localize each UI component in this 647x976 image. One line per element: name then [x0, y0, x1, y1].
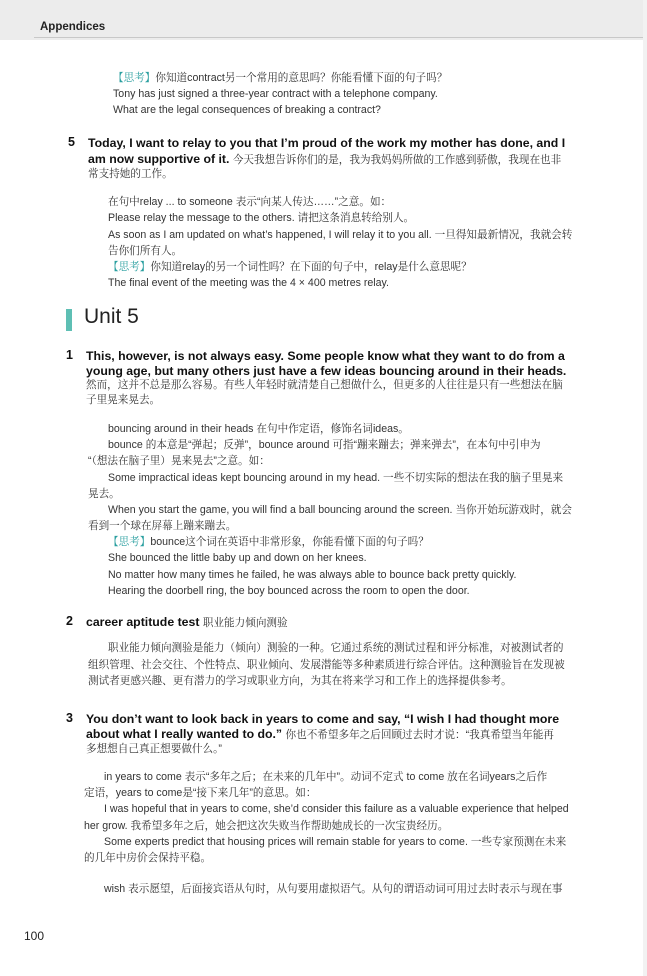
- note-line: bouncing around in their heads 在句中作定语，修饰名词ideas。: [108, 423, 409, 435]
- item-number: 5: [68, 135, 75, 149]
- paragraph-line: 测试者更感兴趣、更有潜力的学习或职业方向，为其在将来学习和工作上的选择提供参考。: [88, 675, 512, 687]
- note-line: 定语，years to come是“接下来几年”的意思。如：: [84, 787, 317, 799]
- page-edge: [643, 0, 647, 976]
- unit-marker: [66, 309, 72, 331]
- item-heading: You don’t want to look back in years to come and say, “I wish I had thought more: [86, 712, 560, 726]
- item-heading: young age, but many others just have a few ideas bouncing around in their heads.: [86, 364, 567, 378]
- running-head: Appendices: [40, 21, 106, 33]
- paragraph-line: 职业能力倾向测验是能力（倾向）测验的一种。它通过系统的测试过程和评分标准，对被测试者的: [108, 642, 564, 654]
- note-line: 晃去。: [88, 488, 120, 500]
- note-line: in years to come 表示“多年之后；在未来的几年中”。动词不定式 to come 放在名词years之后作: [104, 771, 548, 783]
- item-number: 3: [66, 711, 73, 725]
- paragraph-line: 组织管理、社会交往、个性特点、职业倾向、发展潜能等多种素质进行综合评估。这种测验旨在发现被: [88, 659, 565, 671]
- note-line: When you start the game, you will find a ball bouncing around the screen. 当你开始玩游戏时，就会: [108, 504, 572, 516]
- note-line: 的几年中房价会保持平稳。: [84, 852, 212, 864]
- note-line: “（想法在脑子里）晃来晃去”之意。如：: [88, 455, 270, 467]
- item-translation: 常支持她的工作。: [88, 168, 173, 180]
- unit-title: Unit 5: [84, 305, 139, 328]
- note-line: As soon as I am updated on what’s happened, I will relay it to you all. 一旦得知最新情况，我就会转: [108, 229, 573, 241]
- think-tag: 【思考】: [113, 72, 156, 84]
- header-bar: [0, 0, 647, 40]
- think-tag: 【思考】: [108, 261, 151, 273]
- example-sentence: She bounced the little baby up and down on her knees.: [108, 552, 367, 564]
- think-line: 【思考】你知道relay的另一个词性吗？在下面的句子中，relay是什么意思呢？: [108, 261, 472, 273]
- example-sentence: No matter how many times he failed, he was always able to bounce back pretty quickly.: [108, 569, 517, 581]
- note-line: The final event of the meeting was the 4 × 400 metres relay.: [108, 277, 389, 289]
- item-heading: about what I really wanted to do.” 你也不希望多年之后回顾过去时才说：“我真希望当年能再: [86, 727, 554, 741]
- note-line: I was hopeful that in years to come, she’d consider this failure as a valuable experience that helped: [104, 803, 569, 815]
- note-line: Some experts predict that housing prices will remain stable for years to come. 一些专家预测在未来: [104, 836, 567, 848]
- example-sentence: Hearing the doorbell ring, the boy bounced across the room to open the door.: [108, 585, 470, 597]
- note-line: 看到一个球在屏幕上蹦来蹦去。: [88, 520, 237, 532]
- item-number: 2: [66, 614, 73, 628]
- page-number: 100: [24, 929, 45, 943]
- think-line: 【思考】bounce这个词在英语中非常形象，你能看懂下面的句子吗？: [108, 536, 429, 548]
- note-line: her grow. 我希望多年之后，她会把这次失败当作帮助她成长的一次宝贵经历。: [84, 820, 449, 832]
- note-line: 在句中relay ... to someone 表示“向某人传达……”之意。如：: [108, 196, 392, 208]
- item-translation: 子里晃来晃去。: [86, 394, 161, 406]
- item-heading: am now supportive of it. 今天我想告诉你们的是，我为我妈妈所做的工作感到骄傲，我现在也非: [88, 152, 562, 166]
- example-sentence: Tony has just signed a three-year contract with a telephone company.: [113, 88, 438, 100]
- note-line: Please relay the message to the others. 请把这条消息转给别人。: [108, 212, 415, 224]
- item-heading: Today, I want to relay to you that I’m proud of the work my mother has done, and I: [88, 136, 566, 150]
- item-heading: career aptitude test 职业能力倾向测验: [86, 615, 288, 629]
- note-line: 告你们所有人。: [108, 245, 183, 257]
- think-tag: 【思考】: [108, 536, 151, 548]
- think-line: 【思考】你知道contract另一个常用的意思吗？你能看懂下面的句子吗？: [113, 72, 448, 84]
- item-number: 1: [66, 348, 73, 362]
- item-translation: 然而，这并不总是那么容易。有些人年轻时就清楚自己想做什么，但更多的人往往是只有一些想法在脑: [86, 379, 563, 391]
- example-sentence: What are the legal consequences of breaking a contract?: [113, 104, 381, 116]
- note-line: Some impractical ideas kept bouncing around in my head. 一些不切实际的想法在我的脑子里晃来: [108, 472, 564, 484]
- note-line: bounce 的本意是“弹起；反弹”，bounce around 可指“蹦来蹦去；弹来弹去”，在本句中引申为: [108, 439, 541, 451]
- item-translation: 多想想自己真正想要做什么。”: [86, 743, 222, 755]
- header-rule: [34, 37, 647, 38]
- note-line: wish 表示愿望，后面接宾语从句时，从句要用虚拟语气。从句的谓语动词可用过去时表示与现在事: [104, 883, 563, 895]
- item-heading: This, however, is not always easy. Some people know what they want to do from a: [86, 349, 565, 363]
